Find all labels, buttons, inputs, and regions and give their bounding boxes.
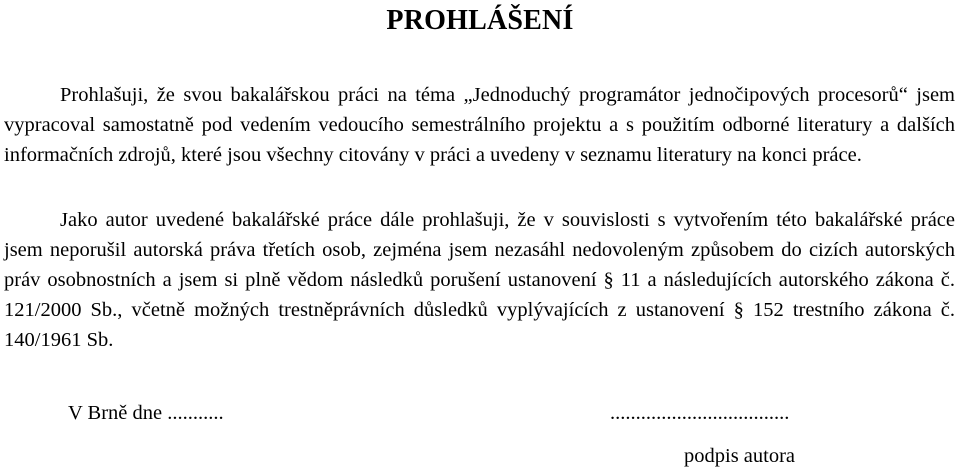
declaration-paragraph-2 bbox=[4, 205, 955, 355]
signature-label: podpis autora bbox=[684, 445, 796, 467]
place-date-line: V Brně dne ........... bbox=[68, 402, 224, 424]
paragraph-2-text: Jako autor uvedené bakalářské práce dále prohlašuji, že v souvislosti s vytvořením této bakalářské práce jsem neporušil autorská práva třetích osob, zejména jsem nezasáhl nedovoleným způsobem do cizích autorských práv osobnostních a jsem si plně vědom následků porušení ustanovení § 11 a následujících autorského zákona č. 121/2000 Sb., včetně možných trestněprávních důsledků vyplývajících z ustanovení § 152 trestního zákona č. 140/1961 Sb. bbox=[4, 209, 955, 351]
signature-line: ................................... bbox=[610, 402, 790, 424]
page-title: PROHLÁŠENÍ bbox=[386, 5, 574, 36]
paragraph-1-text: Prohlašuji, že svou bakalářskou práci na téma „Jednoduchý programátor jednočipových procesorů“ jsem vypracoval samostatně pod vedením vedoucího semestrálního projektu a s použitím odborné literatury a dalších informačních zdrojů, které jsou všechny citovány v práci a uvedeny v seznamu literatury na konci práce. bbox=[4, 84, 955, 166]
declaration-paragraph-1 bbox=[4, 80, 955, 170]
